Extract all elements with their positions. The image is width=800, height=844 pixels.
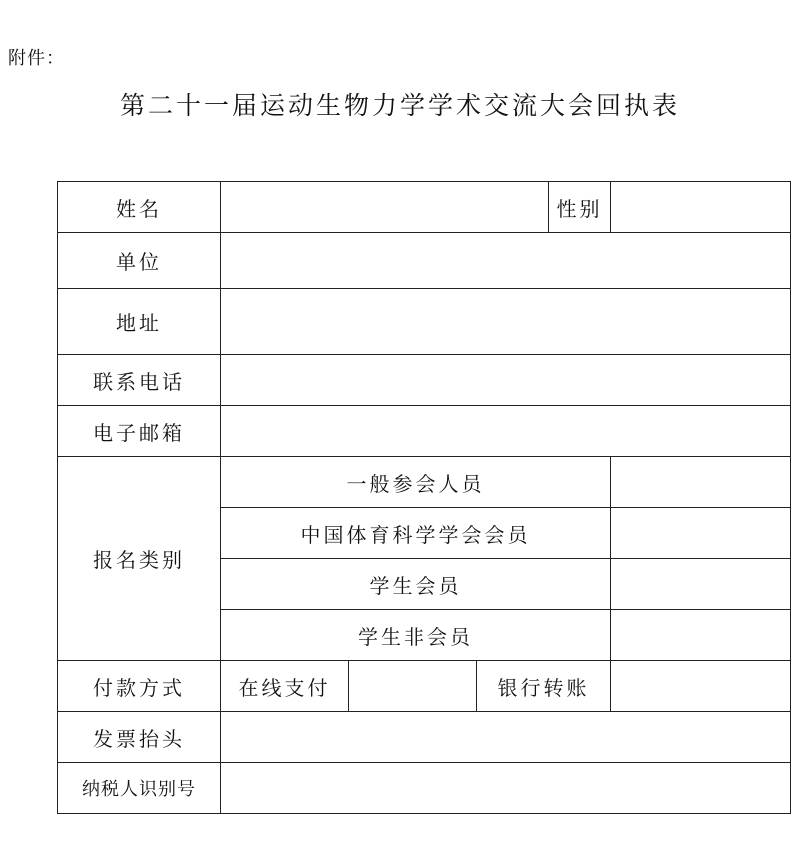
unit-field[interactable] xyxy=(221,233,791,289)
category-checkbox[interactable] xyxy=(611,457,791,508)
payment-bank-label: 银行转账 xyxy=(477,661,611,712)
email-label: 电子邮箱 xyxy=(58,406,221,457)
payment-online-checkbox[interactable] xyxy=(349,661,477,712)
category-label: 报名类别 xyxy=(58,457,221,661)
payment-label: 付款方式 xyxy=(58,661,221,712)
form-title: 第二十一届运动生物力学学术交流大会回执表 xyxy=(119,91,680,120)
category-option: 中国体育科学学会会员 xyxy=(221,508,611,559)
row-invoice xyxy=(58,712,791,763)
row-name xyxy=(58,182,791,233)
row-address xyxy=(58,289,791,355)
category-option: 一般参会人员 xyxy=(221,457,611,508)
payment-online-label: 在线支付 xyxy=(221,661,349,712)
category-option: 学生非会员 xyxy=(221,610,611,661)
unit-label: 单位 xyxy=(58,233,221,289)
tax-id-field[interactable] xyxy=(221,763,791,814)
category-checkbox[interactable] xyxy=(611,508,791,559)
gender-field[interactable] xyxy=(611,182,791,233)
category-checkbox[interactable] xyxy=(611,610,791,661)
row-email xyxy=(58,406,791,457)
row-tax-id xyxy=(58,763,791,814)
tax-id-label: 纳税人识别号 xyxy=(58,763,221,814)
row-payment xyxy=(58,661,791,712)
registration-form-table xyxy=(57,181,791,814)
category-checkbox[interactable] xyxy=(611,559,791,610)
gender-label: 性别 xyxy=(549,182,611,233)
attachment-label: 附件： xyxy=(8,48,65,69)
name-label: 姓名 xyxy=(58,182,221,233)
phone-label: 联系电话 xyxy=(58,355,221,406)
phone-field[interactable] xyxy=(221,355,791,406)
category-option: 学生会员 xyxy=(221,559,611,610)
email-field[interactable] xyxy=(221,406,791,457)
row-phone xyxy=(58,355,791,406)
row-unit xyxy=(58,233,791,289)
invoice-field[interactable] xyxy=(221,712,791,763)
invoice-label: 发票抬头 xyxy=(58,712,221,763)
address-field[interactable] xyxy=(221,289,791,355)
payment-bank-checkbox[interactable] xyxy=(611,661,791,712)
address-label: 地址 xyxy=(58,289,221,355)
name-field[interactable] xyxy=(221,182,549,233)
row-category-1 xyxy=(58,457,791,508)
